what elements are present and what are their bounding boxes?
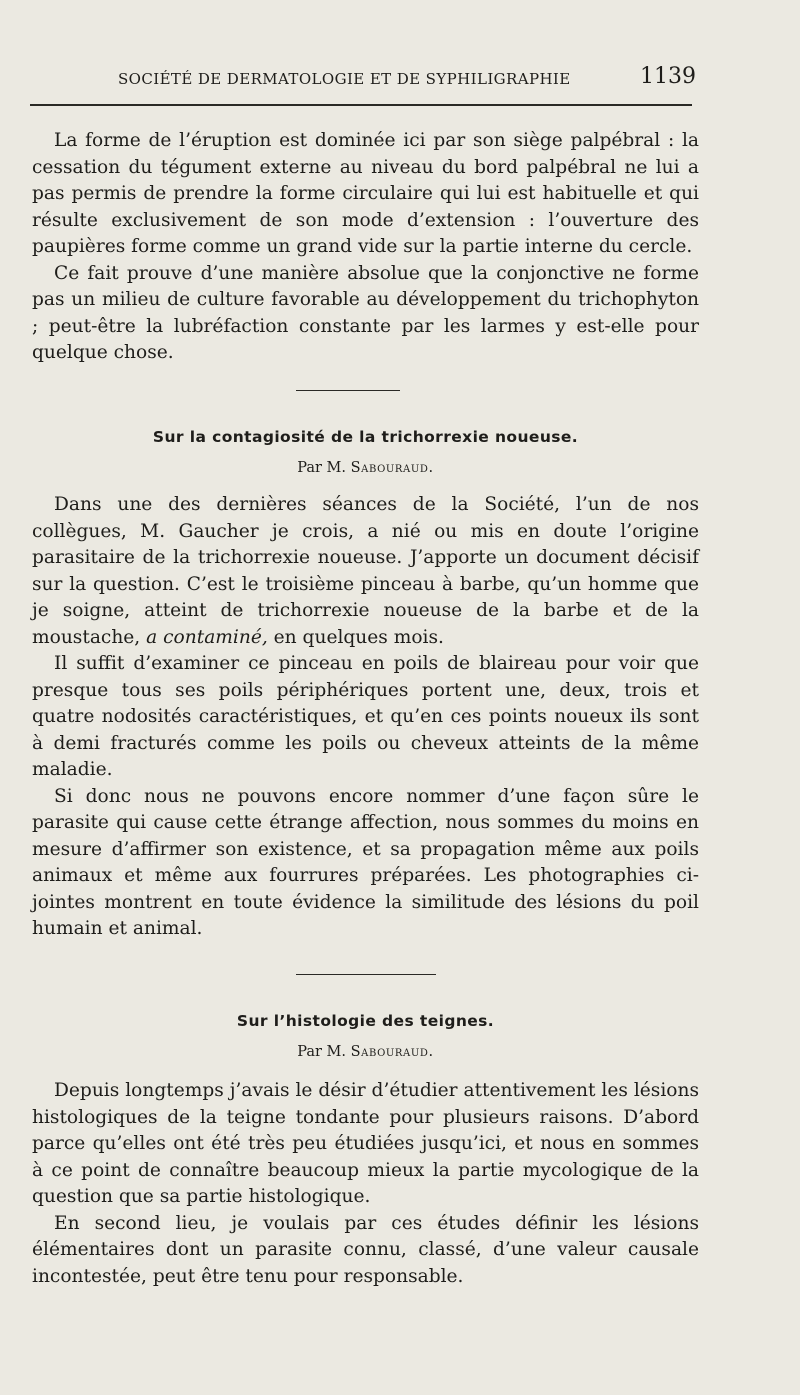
page-number: 1139 xyxy=(640,64,696,89)
running-title: SOCIÉTÉ DE DERMATOLOGIE ET DE SYPHILIGRAPHIE xyxy=(118,70,571,88)
section1-paragraph-3: Si donc nous ne pouvons encore nommer d’une façon sûre le parasite qui cause cette étrange affection, nous sommes du moins en mesure d’affirmer son existence, et sa propagation même aux poils animaux et même aux fourrures préparées. Les photographies ci-jointes montrent en toute évidence la similitude des lésions du poil humain et animal. xyxy=(32,785,699,939)
section1-paragraph-1-emphasis: a contaminé, xyxy=(146,626,268,648)
section-byline-1 xyxy=(32,460,699,476)
intro-paragraph-2: Ce fait prouve d’une manière absolue que la conjonctive ne forme pas un milieu de culture favorable au développement du trichophyton ; peut-être la lubréfaction constante par les larmes y est-elle pour quelque chose. xyxy=(32,262,699,363)
section-title-histologie: Sur l’histologie des teignes. xyxy=(236,1012,495,1030)
section-separator-2 xyxy=(296,974,436,975)
section1-paragraph-1-end: en quelques mois. xyxy=(273,626,444,648)
section1-paragraph-2: Il suffit d’examiner ce pinceau en poils de blaireau pour voir que presque tous ses poils périphériques portent une, deux, trois et quatre nodosités caractéristiques, et qu’en ces points noueux ils sont à demi fracturés comme les poils ou cheveux atteints de la même maladie. xyxy=(32,653,699,780)
header-rule xyxy=(30,104,692,106)
byline-author: Sabouraud. xyxy=(350,1044,434,1060)
intro-text xyxy=(32,128,699,367)
byline-prefix: Par M. xyxy=(297,460,346,476)
page-header xyxy=(30,64,698,96)
section-separator-1 xyxy=(296,390,400,391)
section-title-contagiosite: Sur la contagiosité de la trichorrexie noueuse. xyxy=(152,428,579,446)
section1-text xyxy=(32,492,699,943)
section2-text xyxy=(32,1078,699,1290)
section1-paragraph-1 xyxy=(32,492,699,651)
intro-paragraph-1: La forme de l’éruption est dominée ici par son siège palpébral : la cessation du tégument externe au niveau du bord palpébral ne lui a pas permis de prendre la forme circulaire qui lui est habituelle et qui résulte exclusivement de son mode d’extension : l’ouverture des paupières forme comme un grand vide sur la partie interne du cercle. xyxy=(32,130,699,257)
section1-paragraph-1-text: Dans une des dernières séances de la Société, l’un de nos collègues, M. Gaucher je crois, a nié ou mis en doute l’origine parasitaire de la trichorrexie noueuse. J’apporte un document décisif sur la question. C’est le troisième pinceau à barbe, qu’un homme que je soigne, atteint de trichorrexie noueuse de la barbe et de la moustache, xyxy=(32,494,699,648)
byline-author: Sabouraud. xyxy=(350,460,434,476)
section2-paragraph-2: En second lieu, je voulais par ces études définir les lésions élémentaires dont un parasite connu, classé, d’une valeur causale incontestée, peut être tenu pour responsable. xyxy=(32,1212,699,1287)
section-byline-2 xyxy=(32,1044,699,1060)
section2-paragraph-1: Depuis longtemps j’avais le désir d’étudier attentivement les lésions histologiques de la teigne tondante pour plusieurs raisons. D’abord parce qu’elles ont été très peu étudiées jusqu’ici, et nous en sommes à ce point de connaître beaucoup mieux la partie mycologique de la question que sa partie histologique. xyxy=(32,1080,699,1207)
byline-prefix: Par M. xyxy=(297,1044,346,1060)
